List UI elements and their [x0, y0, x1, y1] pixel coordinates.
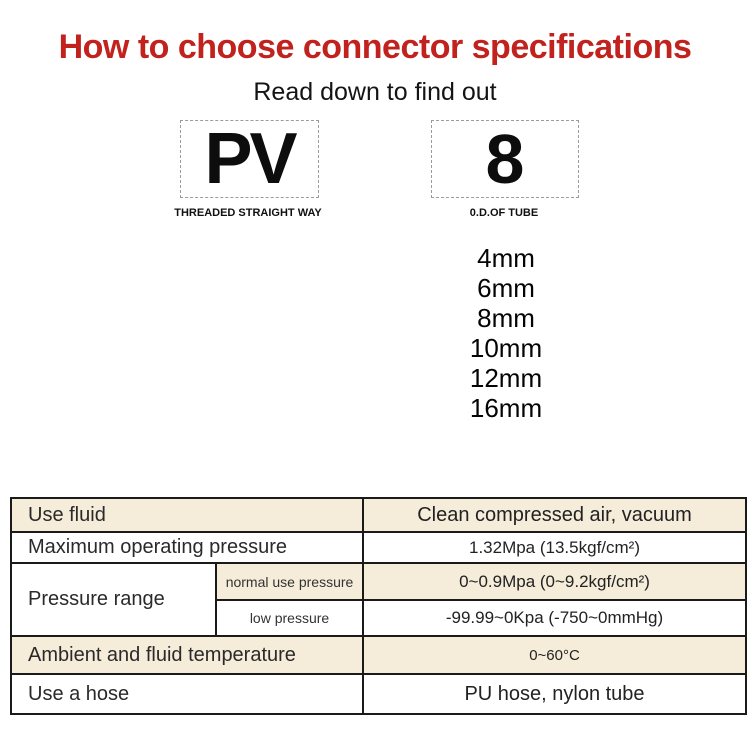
- spec-sublabel-normal-pressure: normal use pressure: [216, 563, 363, 600]
- spec-label-temperature: Ambient and fluid temperature: [11, 636, 363, 674]
- spec-label-pressure-range: Pressure range: [11, 563, 216, 636]
- spec-sublabel-low-pressure: low pressure: [216, 600, 363, 636]
- series-code-box: [180, 120, 319, 198]
- tube-size-options-list: [470, 243, 542, 423]
- table-row: [11, 636, 746, 674]
- spec-table: [10, 497, 747, 715]
- tube-size-option: 10mm: [469, 333, 543, 363]
- spec-label-hose: Use a hose: [11, 674, 363, 714]
- tube-size-code-box: [431, 120, 579, 198]
- tube-size-option: 8mm: [477, 303, 535, 333]
- tube-size-caption: 0.D.OF TUBE: [469, 207, 539, 219]
- spec-value-temperature: 0~60°C: [363, 636, 746, 674]
- table-row: [11, 532, 746, 563]
- page-subtitle: Read down to find out: [253, 78, 497, 106]
- table-row: [11, 498, 746, 532]
- table-row: [11, 563, 746, 600]
- tube-size-code: 8: [485, 120, 525, 198]
- spec-value-low-pressure: -99.99~0Kpa (-750~0mmHg): [363, 600, 746, 636]
- spec-label-max-pressure: Maximum operating pressure: [11, 532, 363, 563]
- tube-size-option: 12mm: [469, 363, 543, 393]
- spec-value-use-fluid: Clean compressed air, vacuum: [363, 498, 746, 532]
- series-code-caption: THREADED STRAIGHT WAY: [174, 207, 322, 219]
- table-row: [11, 674, 746, 714]
- tube-size-option: 6mm: [477, 273, 535, 303]
- spec-value-normal-pressure: 0~0.9Mpa (0~9.2kgf/cm²): [363, 563, 746, 600]
- page-title: How to choose connector specifications: [58, 28, 692, 66]
- spec-label-use-fluid: Use fluid: [11, 498, 363, 532]
- spec-value-hose: PU hose, nylon tube: [363, 674, 746, 714]
- spec-value-max-pressure: 1.32Mpa (13.5kgf/cm²): [363, 532, 746, 563]
- series-code: PV: [204, 119, 295, 199]
- tube-size-option: 16mm: [469, 393, 543, 423]
- tube-size-option: 4mm: [477, 243, 535, 273]
